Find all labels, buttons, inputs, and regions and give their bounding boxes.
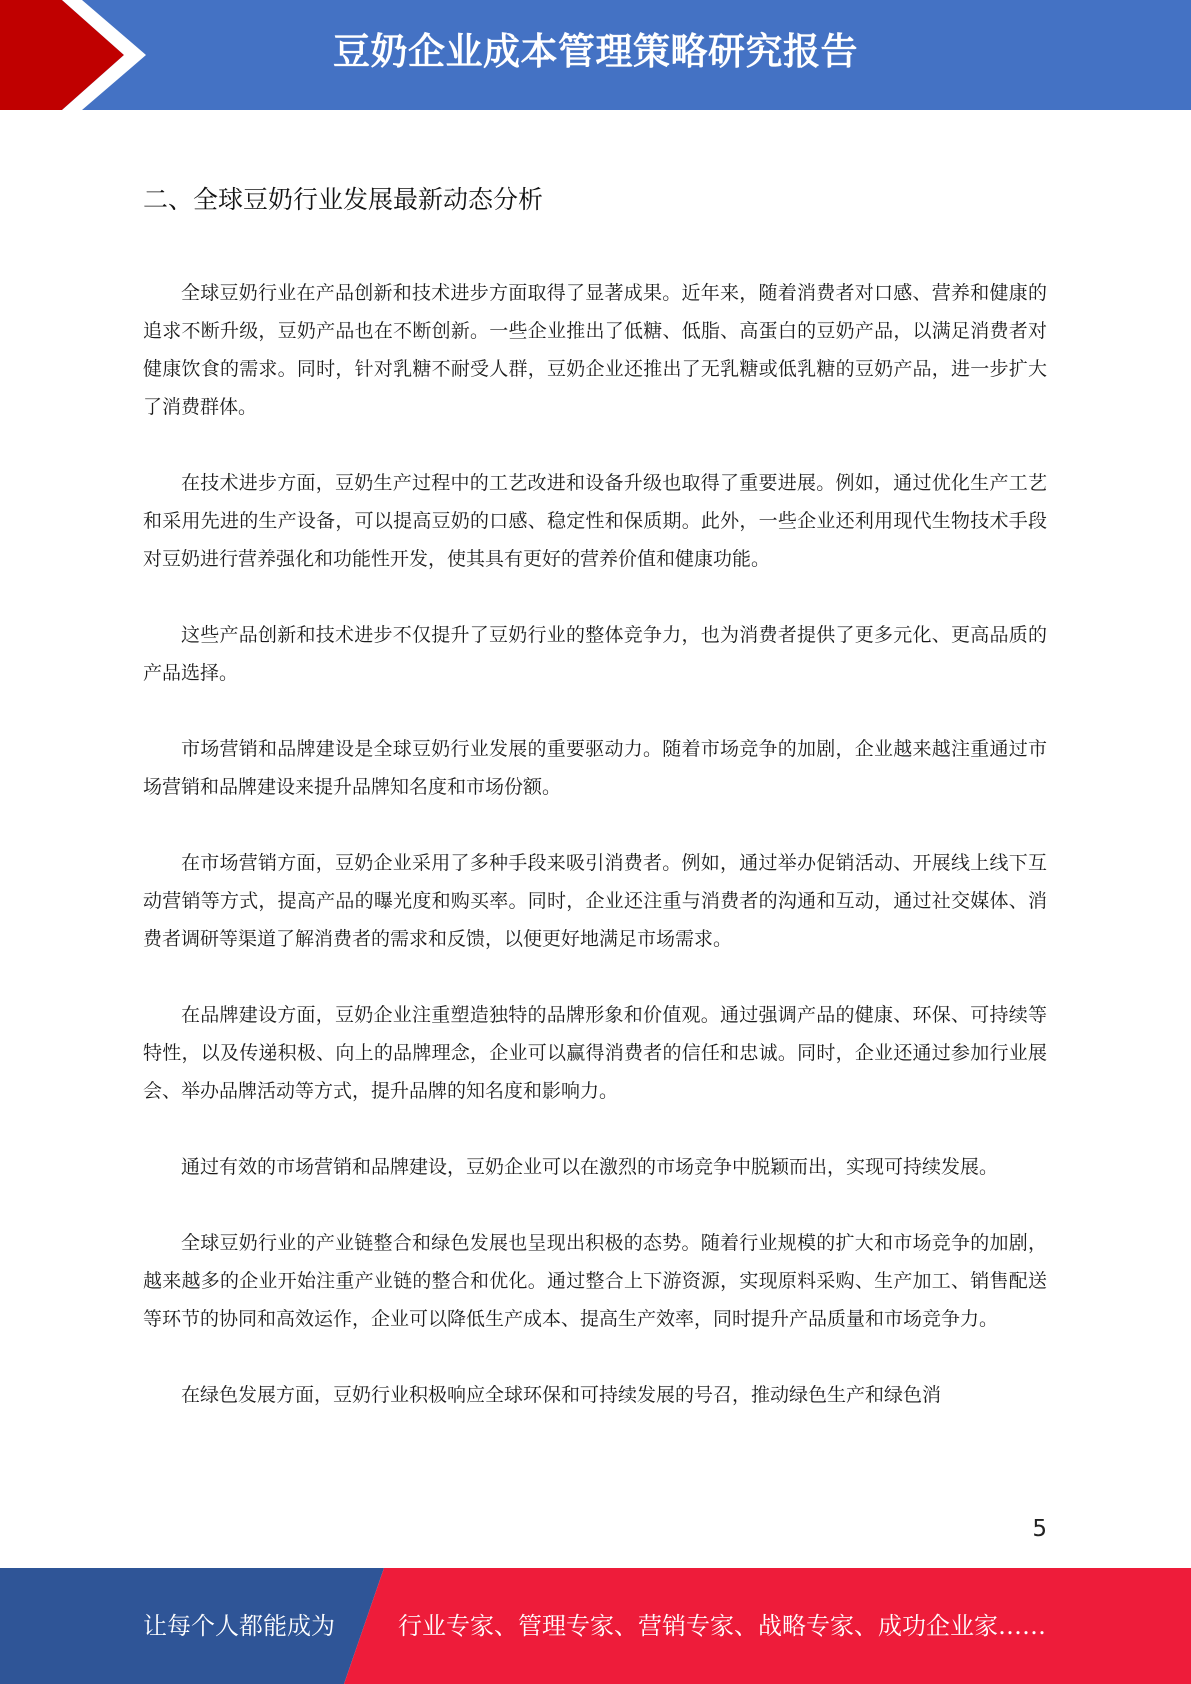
page-number: 5 (1032, 1516, 1047, 1542)
paragraph: 在市场营销方面，豆奶企业采用了多种手段来吸引消费者。例如，通过举办促销活动、开展线上线下互动营销等方式，提高产品的曝光度和购买率。同时，企业还注重与消费者的沟通和互动，通过社交媒体、消费者调研等渠道了解消费者的需求和反馈，以便更好地满足市场需求。 (143, 852, 1047, 950)
paragraph: 在技术进步方面，豆奶生产过程中的工艺改进和设备升级也取得了重要进展。例如，通过优化生产工艺和采用先进的生产设备，可以提高豆奶的口感、稳定性和保质期。此外，一些企业还利用现代生物技术手段对豆奶进行营养强化和功能性开发，使其具有更好的营养价值和健康功能。 (143, 472, 1047, 570)
footer-banner (0, 1568, 1191, 1684)
paragraph-list (143, 274, 1047, 1414)
paragraph: 这些产品创新和技术进步不仅提升了豆奶行业的整体竞争力，也为消费者提供了更多元化、更高品质的产品选择。 (143, 624, 1047, 684)
footer-slogan-left: 让每个人都能成为 (143, 1612, 335, 1640)
footer-slogan-right: 行业专家、管理专家、营销专家、战略专家、成功企业家…… (398, 1612, 1046, 1640)
paragraph: 在品牌建设方面，豆奶企业注重塑造独特的品牌形象和价值观。通过强调产品的健康、环保、可持续等特性，以及传递积极、向上的品牌理念，企业可以赢得消费者的信任和忠诚。同时，企业还通过参加行业展会、举办品牌活动等方式，提升品牌的知名度和影响力。 (143, 1004, 1047, 1102)
paragraph: 在绿色发展方面，豆奶行业积极响应全球环保和可持续发展的号召，推动绿色生产和绿色消 (181, 1384, 942, 1406)
paragraph: 通过有效的市场营销和品牌建设，豆奶企业可以在激烈的市场竞争中脱颖而出，实现可持续发展。 (181, 1156, 999, 1178)
paragraph: 全球豆奶行业的产业链整合和绿色发展也呈现出积极的态势。随着行业规模的扩大和市场竞争的加剧，越来越多的企业开始注重产业链的整合和优化。通过整合上下游资源，实现原料采购、生产加工、销售配送等环节的协同和高效运作，企业可以降低生产成本、提高生产效率，同时提升产品质量和市场竞争力。 (143, 1232, 1047, 1330)
paragraph: 市场营销和品牌建设是全球豆奶行业发展的重要驱动力。随着市场竞争的加剧，企业越来越注重通过市场营销和品牌建设来提升品牌知名度和市场份额。 (143, 738, 1047, 798)
paragraph: 全球豆奶行业在产品创新和技术进步方面取得了显著成果。近年来，随着消费者对口感、营养和健康的追求不断升级，豆奶产品也在不断创新。一些企业推出了低糖、低脂、高蛋白的豆奶产品，以满足消费者对健康饮食的需求。同时，针对乳糖不耐受人群，豆奶企业还推出了无乳糖或低乳糖的豆奶产品，进一步扩大了消费群体。 (143, 282, 1047, 418)
header-banner (0, 0, 1191, 110)
document-body (143, 180, 1047, 1452)
section-heading: 二、全球豆奶行业发展最新动态分析 (143, 185, 544, 214)
report-title: 豆奶企业成本管理策略研究报告 (333, 30, 858, 73)
chevron-arrow-icon (0, 0, 160, 110)
